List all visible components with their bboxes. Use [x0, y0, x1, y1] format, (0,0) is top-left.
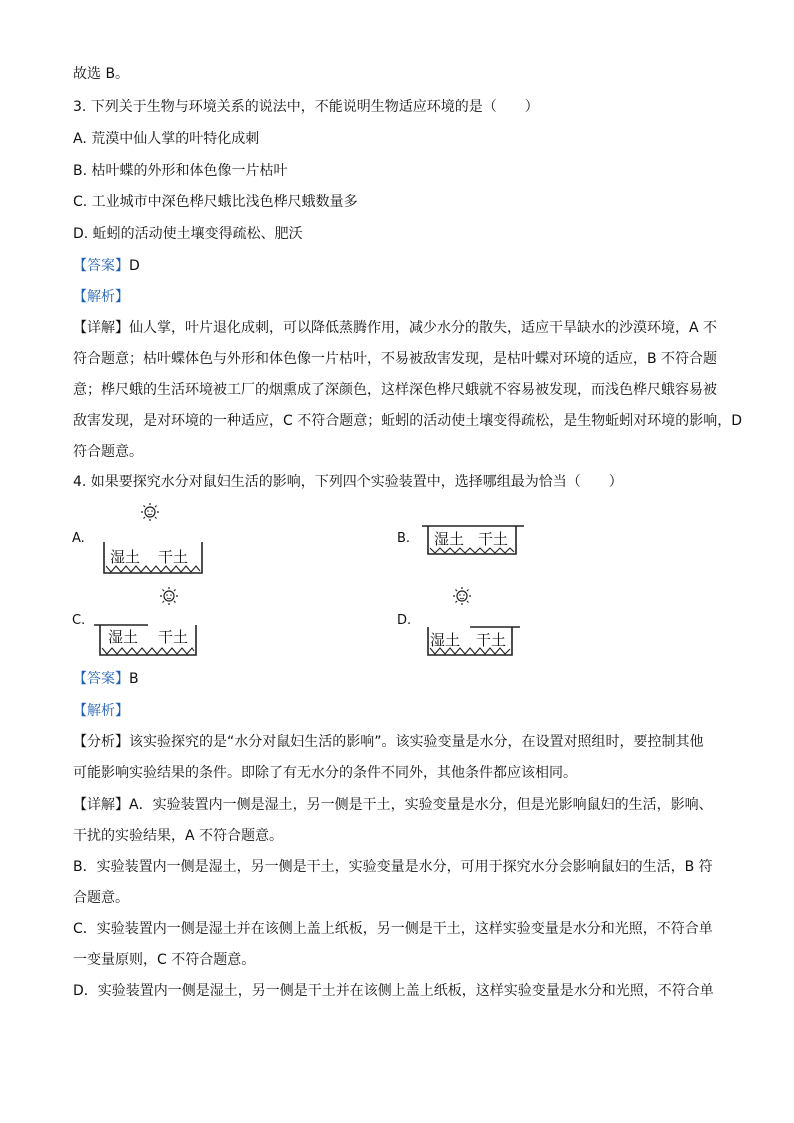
option-c-apparatus	[90, 585, 205, 660]
sun-icon	[453, 587, 471, 605]
answer-value: B	[129, 671, 139, 687]
text-line: 故选 B。	[73, 66, 130, 82]
option-b-label: B.	[397, 531, 411, 546]
question-4-detail-line: C．实验装置内一侧是湿土并在该侧上盖上纸板，另一侧是干土，这样实验变量是水分和光照，不符合单	[73, 921, 713, 937]
question-3-answer	[73, 256, 140, 276]
question-3-option-d: D. 蚯蚓的活动使土壤变得疏松、肥沃	[73, 226, 303, 242]
answer-value: D	[129, 258, 140, 274]
question-4-answer	[73, 669, 139, 689]
question-4-stem: 4. 如果要探究水分对鼠妇生活的影响，下列四个实验装置中，选择哪组最为恰当（ ）	[73, 474, 623, 490]
sun-icon	[160, 587, 178, 605]
dry-soil-label: 干土	[158, 628, 189, 646]
dry-soil-label: 干土	[478, 530, 509, 548]
question-4-fenxi-line	[73, 732, 704, 752]
dry-soil-label: 干土	[476, 631, 507, 649]
option-d-label: D.	[397, 613, 412, 628]
analysis-tag: 【解析】	[73, 289, 129, 305]
fenxi-text: 该实验探究的是“水分对鼠妇生活的影响”。该实验变量是水分，在设置对照组时，要控制其他	[129, 734, 704, 750]
question-4-analysis-tag	[73, 701, 129, 721]
question-3-detail-line: 敌害发现，是对环境的一种适应，C 不符合题意；蚯蚓的活动使土壤变得疏松，是生物蚯蚓对环境的影响，D	[73, 413, 743, 429]
question-4-detail-line: 合题意。	[73, 890, 129, 906]
dry-soil-label: 干土	[158, 548, 189, 566]
detail-tag: 【详解】	[73, 797, 129, 813]
question-3-option-c: C. 工业城市中深色桦尺蛾比浅色桦尺蛾数量多	[73, 194, 358, 210]
option-a-apparatus	[98, 500, 208, 578]
question-4-detail-line: D．实验装置内一侧是湿土，另一侧是干土并在该侧上盖上纸板，这样实验变量是水分和光照，不符合单	[73, 983, 714, 999]
analysis-tag: 【解析】	[73, 703, 129, 719]
question-3-option-b: B. 枯叶蝶的外形和体色像一片枯叶	[73, 163, 288, 179]
option-a-label: A.	[72, 531, 85, 546]
detail-text: 仙人掌，叶片退化成刺，可以降低蒸腾作用，减少水分的散失，适应干旱缺水的沙漠环境，A 不	[129, 320, 718, 336]
option-c-label: C.	[72, 613, 86, 628]
wet-soil-label: 湿土	[434, 530, 465, 548]
sun-icon	[141, 503, 159, 521]
detail-text: A．实验装置内一侧是湿土，另一侧是干土，实验变量是水分，但是光影响鼠妇的生活，影响、	[129, 797, 713, 813]
detail-tag: 【详解】	[73, 320, 129, 336]
question-3-option-a: A. 荒漠中仙人掌的叶特化成刺	[73, 131, 260, 147]
wet-soil-label: 湿土	[108, 628, 139, 646]
question-4-detail-line: 干扰的实验结果，A 不符合题意。	[73, 828, 284, 844]
question-4-detail-line	[73, 795, 713, 815]
fenxi-tag: 【分析】	[73, 734, 129, 750]
answer-tag: 【答案】	[73, 671, 129, 687]
option-d-apparatus	[420, 585, 530, 660]
wet-soil-label: 湿土	[430, 631, 461, 649]
question-3-detail-line: 符合题意。	[73, 444, 143, 460]
answer-tag: 【答案】	[73, 258, 129, 274]
question-3-detail-line	[73, 318, 717, 338]
question-4-detail-line: 一变量原则，C 不符合题意。	[73, 952, 256, 968]
wet-soil-label: 湿土	[110, 548, 141, 566]
option-b-apparatus	[420, 520, 530, 560]
question-4-fenxi-line: 可能影响实验结果的条件。即除了有无水分的条件不同外，其他条件都应该相同。	[73, 765, 577, 781]
question-3-stem: 3. 下列关于生物与环境关系的说法中，不能说明生物适应环境的是（ ）	[73, 99, 539, 115]
question-3-detail-line: 意；桦尺蛾的生活环境被工厂的烟熏成了深颜色，这样深色桦尺蛾就不容易被发现，而浅色桦尺蛾容易被	[73, 382, 717, 398]
question-3-analysis-tag	[73, 287, 129, 307]
question-3-detail-line: 符合题意；枯叶蝶体色与外形和体色像一片枯叶，不易被敌害发现，是枯叶蝶对环境的适应，B 不符合题	[73, 351, 718, 367]
question-4-detail-line: B．实验装置内一侧是湿土，另一侧是干土，实验变量是水分，可用于探究水分会影响鼠妇的生活，B 符	[73, 859, 713, 875]
